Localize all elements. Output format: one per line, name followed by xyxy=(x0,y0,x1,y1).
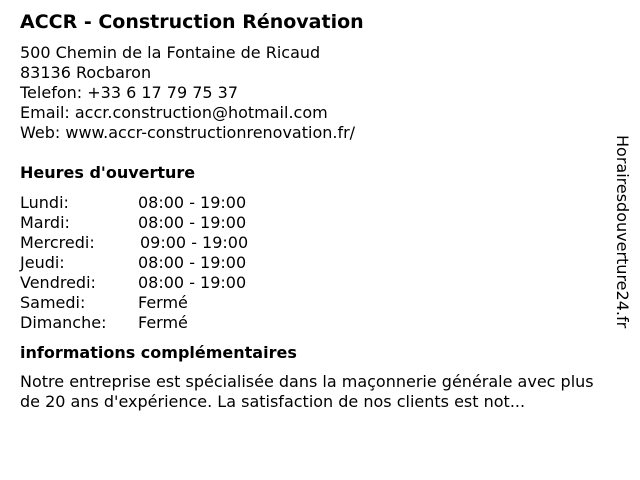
day-hours: Fermé xyxy=(138,313,188,332)
day-hours: 08:00 - 19:00 xyxy=(138,213,247,232)
opening-hours-heading: Heures d'ouverture xyxy=(20,163,196,182)
phone-line: Telefon: +33 6 17 79 75 37 xyxy=(20,83,239,102)
day-label: Mercredi: xyxy=(20,233,95,252)
hours-row-thursday xyxy=(20,253,600,273)
day-hours: 08:00 - 19:00 xyxy=(138,193,247,212)
day-label: Samedi: xyxy=(20,293,86,312)
hours-row-tuesday xyxy=(20,213,600,233)
address-street: 500 Chemin de la Fontaine de Ricaud xyxy=(20,43,321,62)
additional-info-text: Notre entreprise est spécialisée dans la maçonnerie générale avec plus de 20 ans d'expérience. La satisfaction de nos clients est not... xyxy=(20,372,594,411)
opening-hours-list xyxy=(20,193,600,333)
hours-row-monday xyxy=(20,193,600,213)
address-city: 83136 Rocbaron xyxy=(20,63,152,82)
hours-row-wednesday xyxy=(20,233,600,253)
day-hours: 09:00 - 19:00 xyxy=(140,233,249,252)
day-label: Vendredi: xyxy=(20,273,96,292)
hours-row-saturday xyxy=(20,293,600,313)
day-label: Mardi: xyxy=(20,213,70,232)
day-label: Lundi: xyxy=(20,193,69,212)
day-hours: 08:00 - 19:00 xyxy=(138,253,247,272)
business-name: ACCR - Construction Rénovation xyxy=(20,11,364,33)
hours-row-sunday xyxy=(20,313,600,333)
web-line: Web: www.accr-constructionrenovation.fr/ xyxy=(20,123,356,142)
hours-row-friday xyxy=(20,273,600,293)
additional-info-heading: informations complémentaires xyxy=(20,343,297,362)
day-hours: 08:00 - 19:00 xyxy=(138,273,247,292)
email-line: Email: accr.construction@hotmail.com xyxy=(20,103,328,122)
site-watermark: Horairesdouverture24.fr xyxy=(613,135,632,329)
business-card xyxy=(20,10,600,412)
day-hours: Fermé xyxy=(138,293,188,312)
day-label: Dimanche: xyxy=(20,313,107,332)
day-label: Jeudi: xyxy=(20,253,65,272)
